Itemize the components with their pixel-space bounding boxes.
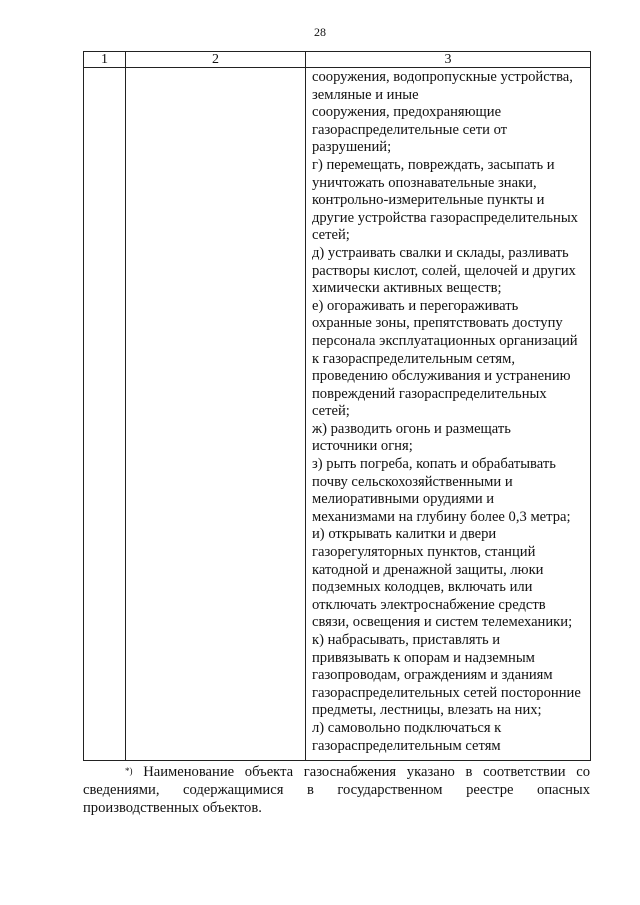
footnote-line-3: производственных объектов. [83, 800, 262, 816]
table-text-line: проведению обслуживания и устранению [312, 368, 571, 385]
table-text-line: к) набрасывать, приставлять и [312, 632, 501, 648]
table-text-line: почву сельскохозяйственными и [312, 473, 513, 490]
table-text-line: подземных колодцев, включать или [312, 579, 533, 596]
page-number: 28 [314, 25, 326, 39]
table-text-line: химически активных веществ; [312, 280, 502, 297]
column-3-cell [306, 68, 591, 761]
table-text-line: персонала эксплуатационных организаций [312, 332, 578, 349]
table-text-line: механизмами на глубину более 0,3 метра; [312, 508, 571, 525]
table-text-line: источники огня; [312, 438, 413, 455]
table-text-line: сетей; [312, 227, 350, 244]
footnote [83, 763, 590, 817]
table-text-line: л) самовольно подключаться к [312, 719, 502, 736]
table-text-line: е) огораживать и перегораживать [312, 297, 519, 314]
table-text-line: растворы кислот, солей, щелочей и других [312, 262, 576, 279]
table-text-line: сооружения, водопропускные устройства, [312, 69, 573, 85]
table-text-line: уничтожать опознавательные знаки, [312, 174, 537, 191]
column-header-2: 2 [126, 52, 306, 68]
table-text-line: разрушений; [312, 139, 392, 156]
footnote-marker: *) [125, 766, 133, 776]
table-text-line: газораспределительным сетям [312, 737, 501, 754]
table-text-line: газопроводам, ограждениям и зданиям [312, 667, 553, 684]
footnote-line-1 [83, 763, 590, 781]
table-text-line: охранные зоны, препятствовать доступу [312, 315, 563, 332]
footnote-line-2: сведениями, содержащимися в государственном реестре опасных [83, 782, 590, 798]
table-text-line: г) перемещать, повреждать, засыпать и [312, 156, 555, 173]
footnote-text-1: Наименование объекта газоснабжения указано в соответствии со [143, 764, 590, 780]
regulation-table [83, 51, 591, 761]
table-text-line: ж) разводить огонь и размещать [312, 420, 511, 437]
table-text-line: земляные и иные [312, 86, 419, 103]
table-text-line: контрольно-измерительные пункты и [312, 192, 545, 209]
table-text-line: сетей; [312, 403, 350, 420]
table-text-line: отключать электроснабжение средств [312, 596, 546, 613]
table-text-line: з) рыть погреба, копать и обрабатывать [312, 456, 556, 473]
column-header-3: 3 [306, 52, 591, 68]
table-text-line: к газораспределительным сетям, [312, 350, 516, 367]
column-2-cell [126, 68, 306, 761]
column-3-text [306, 68, 590, 755]
column-1-cell [84, 68, 126, 761]
table-text-line: д) устраивать свалки и склады, разливать [312, 244, 569, 261]
table-body-row [84, 68, 591, 761]
table-text-line: привязывать к опорам и надземным [312, 649, 535, 666]
table-text-line: мелиоративными орудиями и [312, 491, 495, 508]
table-text-line: газораспределительных сетей посторонние [312, 684, 581, 701]
table-text-line: связи, освещения и систем телемеханики; [312, 614, 573, 631]
table-text-line: и) открывать калитки и двери [312, 526, 497, 543]
table-text-line: предметы, лестницы, влезать на них; [312, 702, 542, 719]
table-text-line: катодной и дренажной защиты, люки [312, 561, 544, 578]
table-text-line: повреждений газораспределительных [312, 385, 547, 402]
table-text-line: сооружения, предохраняющие [312, 104, 502, 121]
table-text-line: газорегуляторных пунктов, станций [312, 544, 536, 561]
table-header-row [84, 52, 591, 68]
table-text-line: газораспределительные сети от [312, 121, 508, 138]
table-text-line: другие устройства газораспределительных [312, 209, 578, 226]
column-header-1: 1 [84, 52, 126, 68]
